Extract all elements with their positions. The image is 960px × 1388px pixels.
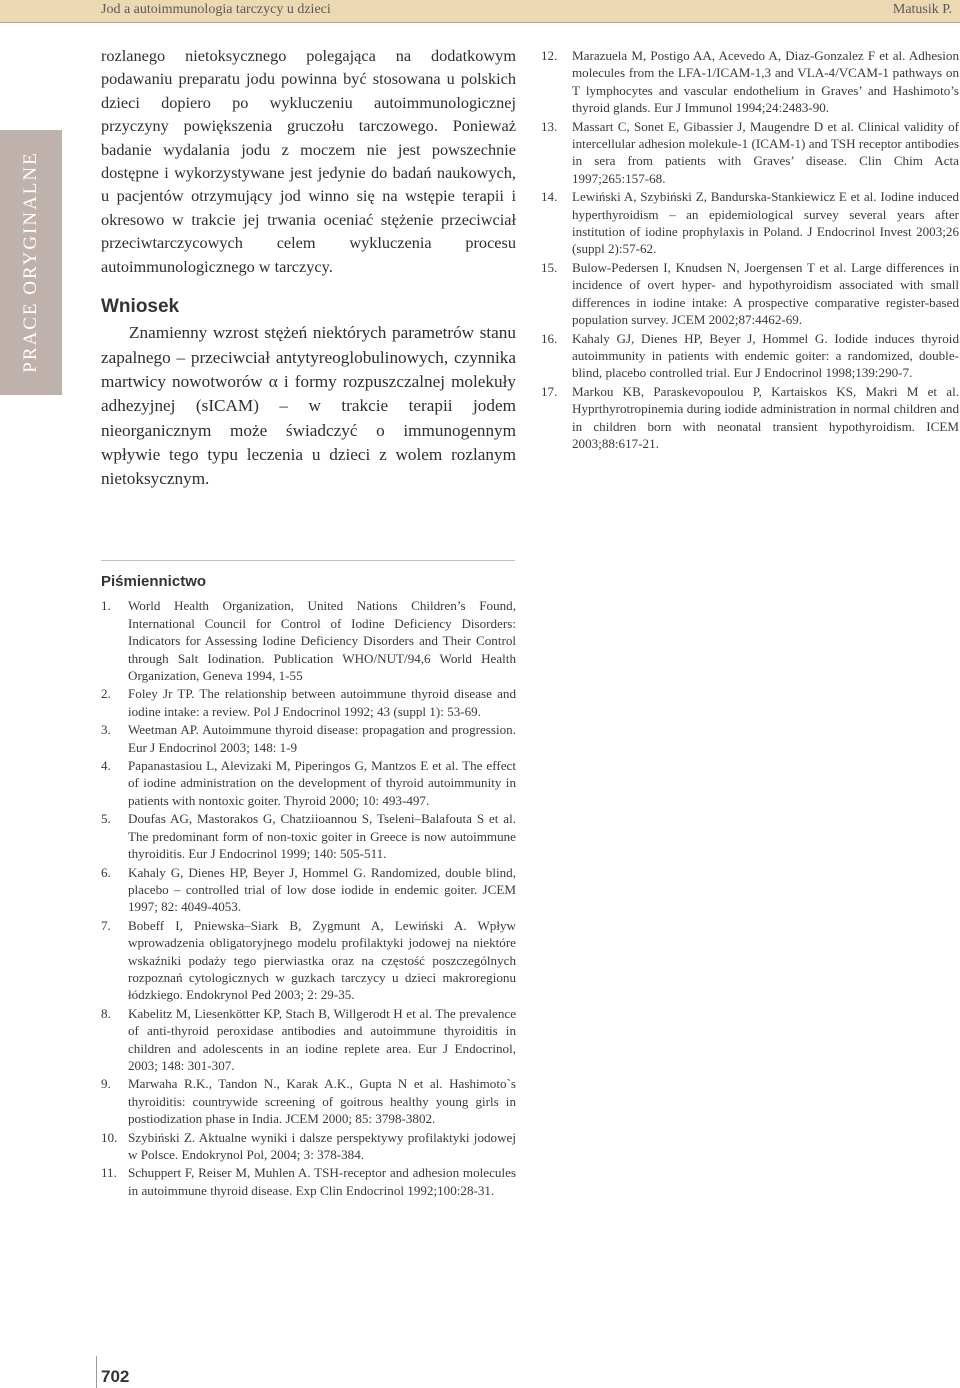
reference-item bbox=[101, 917, 516, 1004]
reference-number: 14. bbox=[541, 189, 558, 205]
references-section bbox=[101, 573, 516, 1200]
reference-item bbox=[541, 259, 959, 329]
references-heading: Piśmiennictwo bbox=[101, 573, 207, 590]
reference-item bbox=[101, 1075, 516, 1127]
page-number: 702 bbox=[101, 1367, 130, 1386]
reference-text: Bobeff I, Pniewska–Siark B, Zygmunt A, Lewiński A. Wpływ wprowadzenia obligatoryjnego modelu profilaktyki jodowej na niektóre wskaźniki podaży tego pierwiastka oraz na częstość poszczególnych rozpoznań cytologicznych w guzkach tarczycy u dzieci makroregionu łódzkiego. Endokrynol Ped 2003; 2: 29-35. bbox=[128, 917, 516, 1003]
reference-number: 12. bbox=[541, 48, 558, 63]
reference-text: Foley Jr TP. The relationship between autoimmune thyroid disease and iodine intake: a review. Pol J Endocrinol 1992; 43 (suppl 1): 53-69. bbox=[128, 686, 516, 719]
reference-number: 3. bbox=[101, 722, 111, 738]
section-side-tab-label: PRACE ORYGINALNE bbox=[20, 151, 41, 373]
body-paragraph: rozlanego nietoksycznego polegająca na dodatkowym podawaniu preparatu jodu powinna być stosowana u polskich dzieci dopiero po wykluczeniu autoimmunologicznej przyczyny powiększenia gruczołu tarczowego. Ponieważ badanie wydalania jodu z moczem nie jest powszechnie dostępne i wykorzystywane jest jedynie do badań naukowych, u pacjentów otrzymujący jod winno się na wstępie terapii i okresowo w trakcie jej trwania oceniać stężenie przeciwciał przeciwtarczycowych celem wykluczenia procesu autoimmunologicznego w tarczycy. bbox=[101, 46, 516, 276]
reference-text: Bulow-Pedersen I, Knudsen N, Joergensen T et al. Large differences in incidence of overt hyper- and hypothyroidism associated with small differences in iodine intake: A prospective comparative register-based population survey. JCEM 2002;87:4462-69. bbox=[572, 259, 959, 328]
reference-item bbox=[541, 188, 959, 258]
reference-list-right bbox=[541, 47, 959, 452]
reference-number: 6. bbox=[101, 864, 111, 880]
reference-text: Szybiński Z. Aktualne wyniki i dalsze perspektywy profilaktyki jodowej w Polsce. Endokrynol Pol, 2004; 3: 378-384. bbox=[128, 1129, 516, 1162]
reference-item bbox=[541, 330, 959, 382]
reference-number: 16. bbox=[541, 330, 558, 346]
reference-number: 5. bbox=[101, 811, 111, 827]
section-divider bbox=[101, 560, 515, 561]
reference-text: Lewiński A, Szybiński Z, Bandurska-Stankiewicz E et al. Iodine induced hyperthyroidism – an epidemiological survey several years after institution of iodine prophylaxis in Poland. J Endocrinol Invest 2003;26 (suppl 2):57-62. bbox=[572, 189, 959, 257]
reference-number: 13. bbox=[541, 118, 558, 134]
reference-text: World Health Organization, United Nations Children’s Found, International Council for Control of Iodine Deficiency Disorders: Indicators for Assessing Iodine Deficiency Disorders and Their Control through Salt Iodination. Publication WHO/NUT/94,6 World Health Organization, Geneva 1994, 1-55 bbox=[128, 598, 516, 684]
reference-text: Kahaly G, Dienes HP, Beyer J, Hommel G. Randomized, double blind, placebo – controlled trial of low dose iodide in endemic goiter. JCEM 1997; 82: 4049-4053. bbox=[128, 864, 516, 915]
reference-number: 1. bbox=[101, 598, 111, 614]
reference-item bbox=[101, 757, 516, 809]
reference-number: 8. bbox=[101, 1005, 111, 1021]
reference-text: Papanastasiou L, Alevizaki M, Piperingos G, Mantzos E et al. The effect of iodine administration on the development of thyroid autoimmunity in patients with nontoxic goiter. Thyroid 2000; 10: 493-497. bbox=[128, 758, 516, 808]
reference-item bbox=[541, 383, 959, 453]
reference-item bbox=[101, 1129, 516, 1164]
reference-text: Marazuela M, Postigo AA, Acevedo A, Diaz-Gonzalez F et al. Adhesion molecules from the LFA-1/ICAM-1,3 and VLA-4/VCAM-1 pathways on T lymphocytes and vascular endothelium in Graves’ and Hashimoto’s thyroid glands. Eur J Immunol 1994;24:2483-90. bbox=[572, 48, 959, 116]
reference-number: 10. bbox=[101, 1129, 118, 1145]
reference-text: Doufas AG, Mastorakos G, Chatziioannou S, Tseleni–Balafouta S et al. The predominant form of non-toxic goiter in Greece is now autoimmune thyroiditis. Eur J Endocrinol 1999; 140: 505-511. bbox=[128, 811, 516, 862]
reference-text: Weetman AP. Autoimmune thyroid disease: propagation and progression. Eur J Endocrinol 2003; 148: 1-9 bbox=[128, 722, 516, 755]
reference-number: 2. bbox=[101, 686, 111, 702]
running-header-author: Matusik P. bbox=[892, 2, 952, 17]
reference-number: 7. bbox=[101, 917, 111, 933]
reference-number: 17. bbox=[541, 383, 558, 399]
reference-text: Kabelitz M, Liesenkötter KP, Stach B, Willgerodt H et al. The prevalence of anti-thyroid peroxidase antibodies and autoimmune thyroiditis in children and adolescents in an iodine replete area. Eur J Endocrinol, 2003; 148: 301-307. bbox=[128, 1005, 516, 1073]
reference-text: Schuppert F, Reiser M, Muhlen A. TSH-receptor and adhesion molecules in autoimmune thyroid disease. Exp Clin Endocrinol 1992;100:28-31. bbox=[128, 1165, 516, 1198]
reference-text: Massart C, Sonet E, Gibassier J, Maugendre D et al. Clinical validity of intercellular adhesion molekule-1 (ICAM-1) and TSH receptor antibodies in sera from patients with Graves’ disease. Clin Chim Acta 1997;265:157-68. bbox=[572, 118, 959, 186]
conclusion-heading: Wniosek bbox=[101, 296, 180, 318]
reference-item bbox=[541, 118, 959, 188]
page-number-rule bbox=[96, 1356, 97, 1388]
reference-text: Marwaha R.K., Tandon N., Karak A.K., Gupta N et al. Hashimoto`s thyroiditis: countrywide screening of goitrous healthy young girls in postiodization phase in India. JCEM 2000; 85: 3798-3802. bbox=[128, 1076, 516, 1127]
running-header bbox=[0, 0, 960, 23]
conclusion-paragraph: Znamienny wzrost stężeń niektórych parametrów stanu zapalnego – przeciwciał antytyreoglobulinowych, czynnika martwicy nowotworów α i formy rozpuszczalnej molekuły adhezyjnej (sICAM) – w trakcie terapii jodem nieorganicznym może świadczyć o immunogennym wpływie tego typu leczenia u dzieci z wolem rozlanym nietoksycznym. bbox=[101, 323, 516, 489]
reference-item bbox=[541, 47, 959, 117]
reference-item bbox=[101, 1164, 516, 1199]
reference-text: Markou KB, Paraskevopoulou P, Kartaiskos KS, Makri M et al. Hyprthyrotropinemia during iodide administration in normal children and in children born with neonatal transient hypothyroidism. ICEM 2003;88:617-21. bbox=[572, 383, 959, 451]
reference-number: 4. bbox=[101, 758, 111, 774]
running-header-title: Jod a autoimmunologia tarczycy u dzieci bbox=[101, 2, 331, 17]
reference-item bbox=[101, 685, 516, 720]
reference-number: 15. bbox=[541, 259, 558, 275]
reference-item bbox=[101, 864, 516, 916]
reference-item bbox=[101, 597, 516, 684]
references-continued-column bbox=[541, 47, 959, 453]
reference-list-left bbox=[101, 597, 516, 1199]
reference-item bbox=[101, 1005, 516, 1075]
main-text-column bbox=[101, 44, 516, 492]
section-side-tab bbox=[0, 130, 62, 395]
reference-item bbox=[101, 721, 516, 756]
reference-text: Kahaly GJ, Dienes HP, Beyer J, Hommel G. Iodide induces thyroid autoimmunity in patients with endemic goiter: a randomized, double-blind, placebo controlled trial. Eur J Endocrinol 1998;139:290-7. bbox=[572, 330, 959, 381]
reference-number: 9. bbox=[101, 1076, 111, 1092]
reference-number: 11. bbox=[101, 1165, 117, 1181]
reference-item bbox=[101, 810, 516, 862]
